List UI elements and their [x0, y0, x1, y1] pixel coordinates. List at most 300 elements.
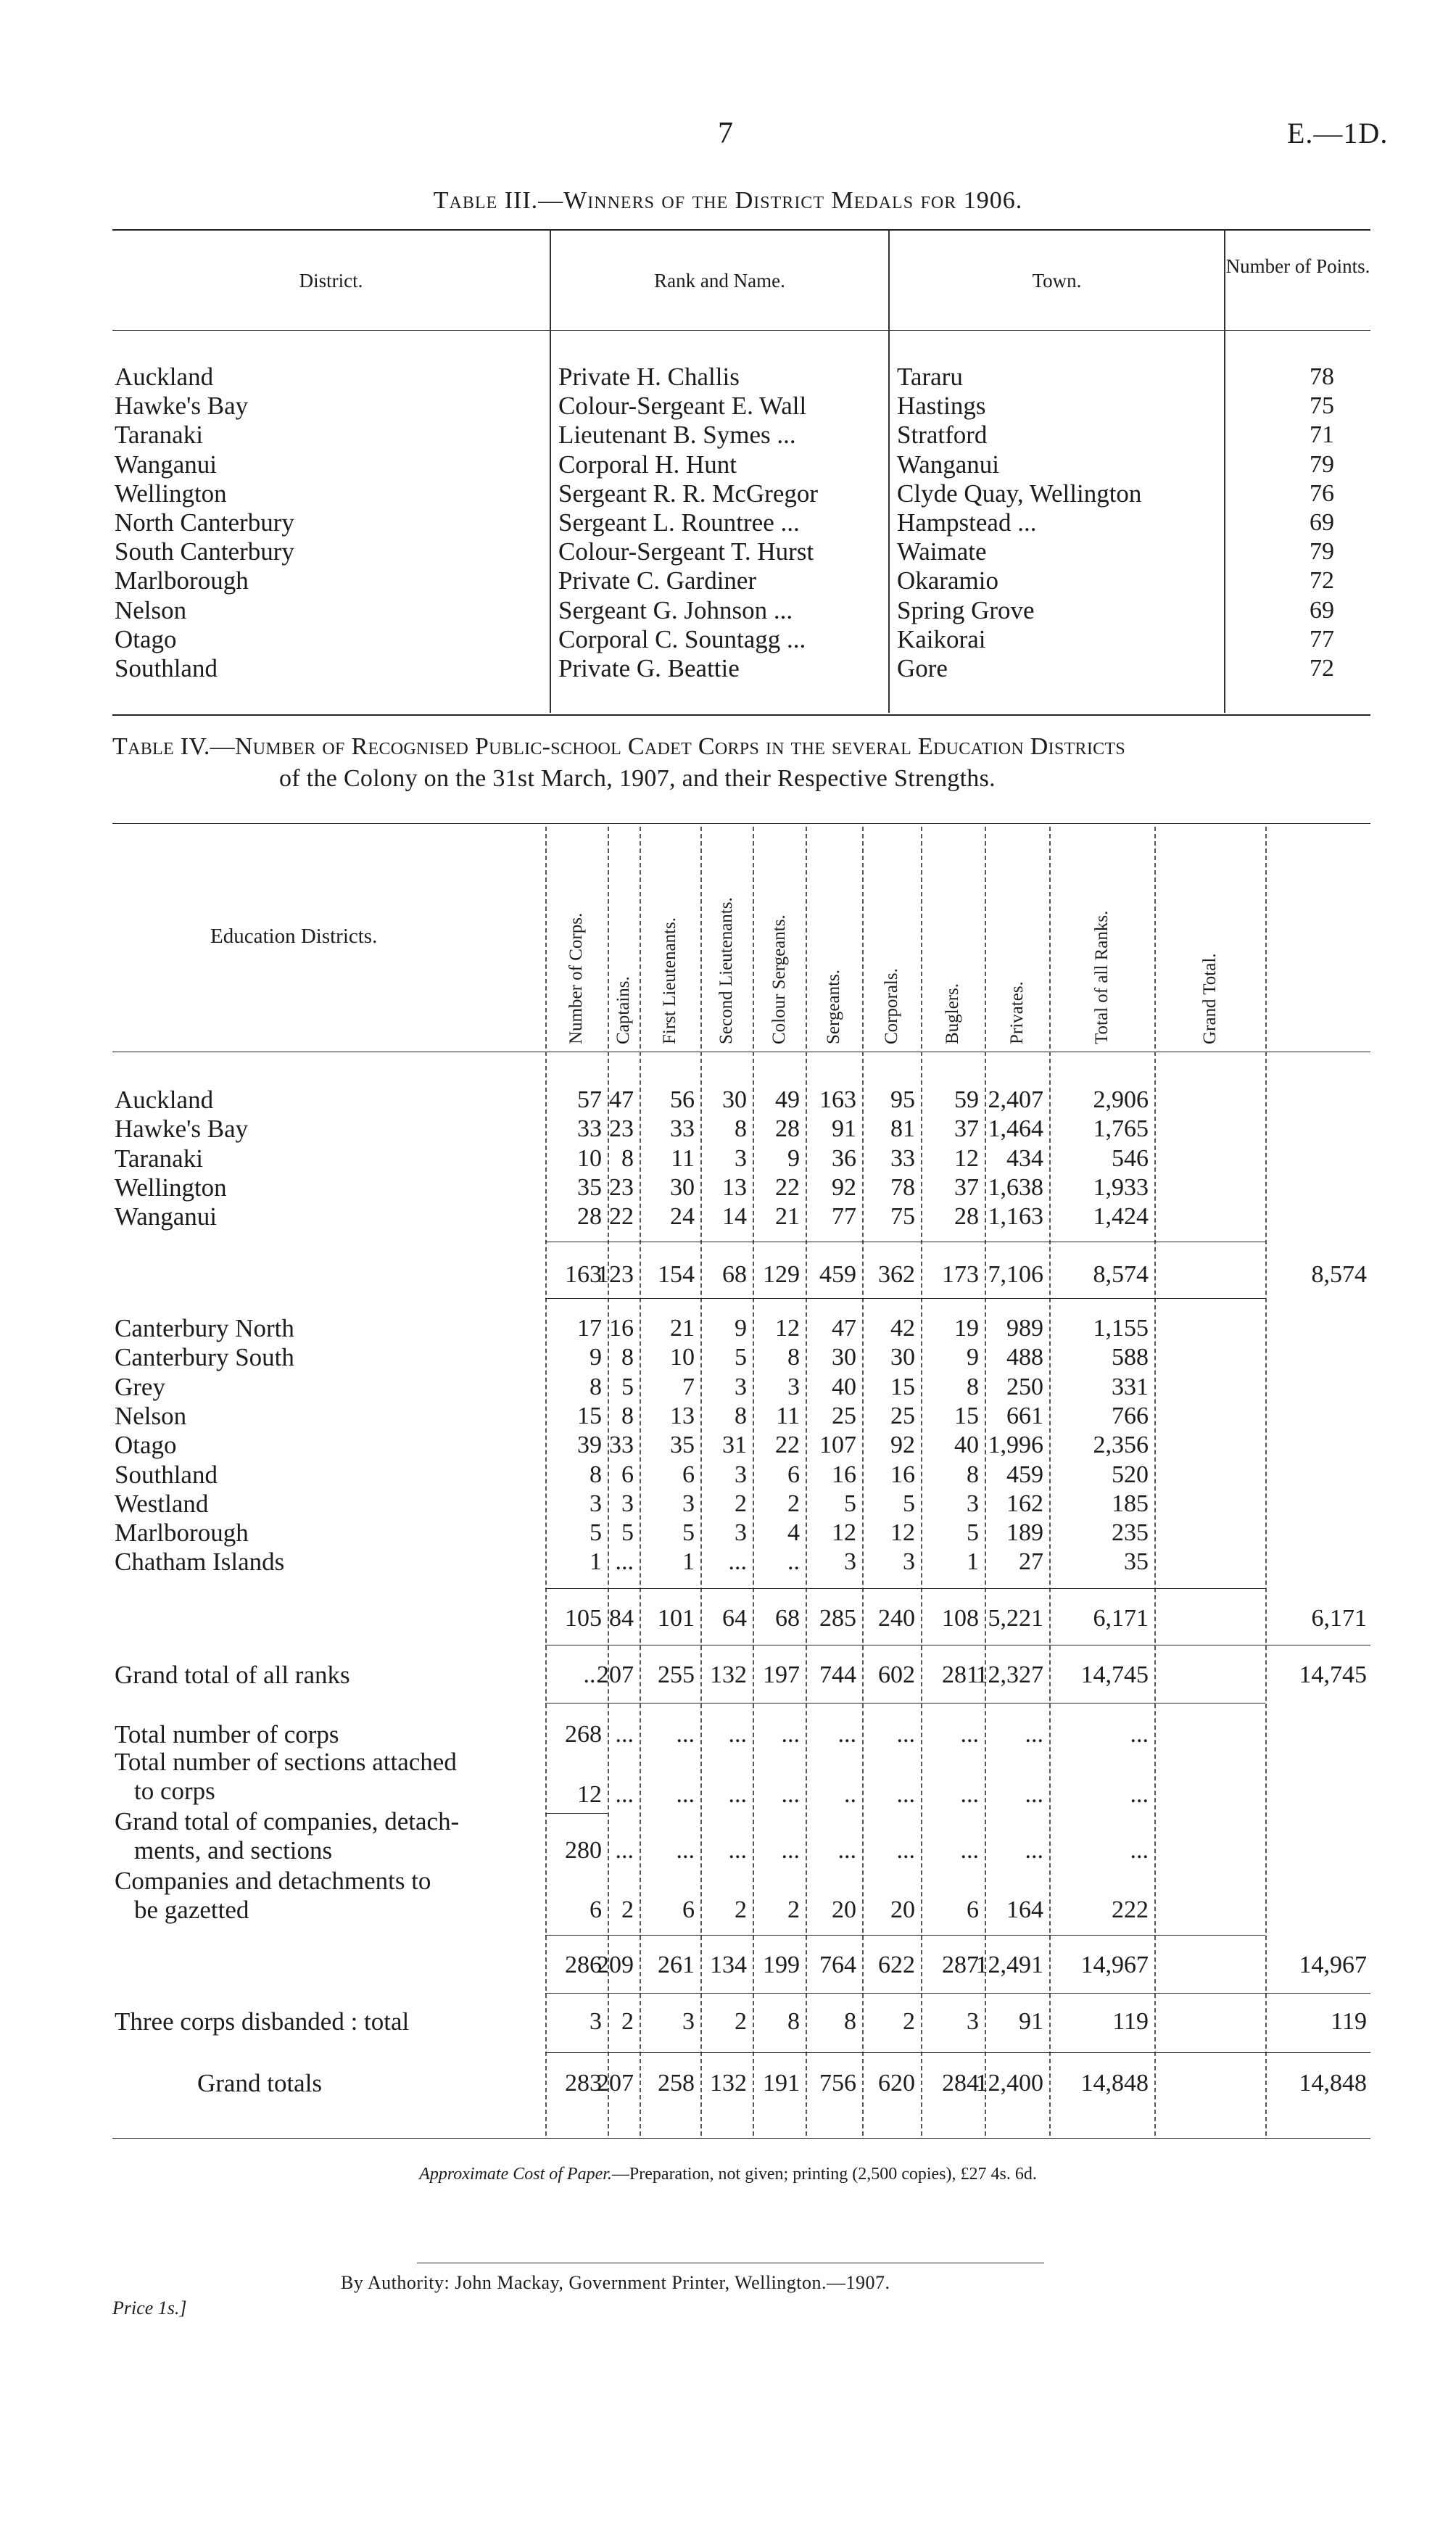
table4-row-cell: 25 [890, 1402, 915, 1429]
table4-row-cell: 1,163 [988, 1203, 1043, 1231]
table4-row-cell: 2 [735, 1490, 747, 1517]
table4-misc-cell: 20 [832, 1896, 856, 1923]
table3-points: 77 [1310, 625, 1334, 653]
table4-row-cell: 107 [819, 1432, 856, 1459]
table4-misc-cell: ... [728, 1721, 747, 1748]
table4-misc-cell: ... [676, 1781, 695, 1808]
table4-misc-cell: ... [837, 1837, 856, 1864]
table4-col-header: Captains. [613, 976, 633, 1044]
table4-grand-totals-cell: 258 [658, 2070, 695, 2097]
table4-district: Nelson [115, 1401, 187, 1430]
table4-row-cell: 1,424 [1093, 1203, 1149, 1231]
table4-row-cell: 3 [844, 1548, 856, 1576]
table4-row-cell: 9 [787, 1144, 800, 1172]
table3-header-district: District. [299, 270, 363, 292]
table4-misc-cell: 2 [621, 1896, 634, 1923]
table4-subtotal-cell: 134 [710, 1952, 747, 1978]
table4-row-cell: 8 [967, 1373, 979, 1400]
table4-col-header: Total of all Ranks. [1091, 910, 1112, 1044]
table4-row-cell: 9 [735, 1315, 747, 1342]
table4-district: Westland [115, 1489, 209, 1518]
table4-row-cell: 3 [787, 1373, 800, 1400]
table4-disbanded-cell: 2 [621, 2008, 634, 2035]
table4-row-cell: 4 [787, 1519, 800, 1547]
table4-row-cell: 163 [819, 1086, 856, 1113]
table4-row-cell: 8 [735, 1115, 747, 1143]
table4-misc-cell: ... [676, 1837, 695, 1864]
table4-misc-cell: ... [960, 1837, 979, 1864]
table4-group1-total-cell: 154 [658, 1261, 695, 1288]
table4-row-cell: 21 [670, 1315, 695, 1342]
price: Price 1s.] [112, 2297, 187, 2318]
table3-district: Nelson [115, 595, 187, 624]
table4-row-cell: 27 [1019, 1548, 1043, 1576]
table3-title: Table III.—Winners of the District Medals for 1906. [433, 187, 1023, 214]
table4-row-cell: 1 [967, 1548, 979, 1576]
table4-grand-totals-cell: 620 [878, 2070, 915, 2097]
table3-district: Otago [115, 624, 177, 653]
table4-row-cell: 31 [722, 1432, 747, 1459]
table4-row-cell: 16 [609, 1315, 634, 1342]
table4-grand-totals-cell: 191 [763, 2070, 800, 2097]
table4-row-cell: 19 [954, 1315, 979, 1342]
table4-row-cell: 35 [670, 1432, 695, 1459]
table4-grand-totals-cell: 284 [942, 2070, 979, 2097]
table4-row-cell: 36 [832, 1144, 856, 1172]
table3-rank-name: Private C. Gardiner [558, 566, 757, 595]
table4-bottom-rule [112, 2138, 1370, 2139]
table4-group2-total-cell: 240 [878, 1605, 915, 1632]
table4-row-cell: 39 [577, 1432, 602, 1459]
table4-row-cell: 459 [1006, 1461, 1043, 1488]
table4-disbanded-cell: 8 [787, 2008, 800, 2035]
table4-subtotal-cell: 622 [878, 1952, 915, 1978]
table4-row-cell: 331 [1112, 1373, 1149, 1400]
table4-district: Canterbury South [115, 1343, 294, 1372]
table3-town: Spring Grove [897, 595, 1035, 624]
table4-row-cell: 42 [890, 1315, 915, 1342]
table4-row-cell: 2,407 [988, 1086, 1043, 1113]
table4-row-cell: ... [615, 1548, 634, 1576]
table3-district: Auckland [115, 363, 214, 391]
table4-row-cell: 189 [1006, 1519, 1043, 1547]
printer-authority: By Authority: John Mackay, Government Printer, Wellington.—1907. [341, 2272, 890, 2293]
table4-group1-total-cell: 123 [597, 1261, 634, 1288]
table4-row-cell: 989 [1006, 1315, 1043, 1342]
table4-disbanded-cell: 3 [967, 2008, 979, 2035]
table4-row-cell: 8 [621, 1144, 634, 1172]
table4-row-cell: 25 [832, 1402, 856, 1429]
table4-group1-total-cell: 8,574 [1093, 1261, 1149, 1288]
table4-row-cell: 15 [890, 1373, 915, 1400]
table4-row-cell: 37 [954, 1115, 979, 1143]
table4-title-line1: Table IV.—Number of Recognised Public-school Cadet Corps in the several Education Districts [112, 733, 1126, 760]
table4-misc-label: Total number of corps [115, 1720, 339, 1748]
table4-grand-all-cell: ... [583, 1661, 602, 1688]
table4-group2-total-grand: 6,171 [1311, 1605, 1367, 1632]
table4-vline [1154, 827, 1156, 2136]
table4-grand-all-cell: 14,745 [1080, 1661, 1149, 1688]
table4-grand-totals-cell: 132 [710, 2070, 747, 2097]
table4-row-cell: 16 [890, 1461, 915, 1488]
table3-town: Okaramio [897, 566, 998, 595]
table4-row-cell: 14 [722, 1203, 747, 1231]
table4-district: Taranaki [115, 1144, 203, 1173]
table4-misc-cell: .. [844, 1781, 856, 1808]
table3-town: Clyde Quay, Wellington [897, 479, 1142, 508]
table4-row-cell: 33 [577, 1115, 602, 1143]
table4-row-cell: 28 [577, 1203, 602, 1231]
table4-grand-all-cell: 132 [710, 1661, 747, 1688]
table4-row-cell: 5 [682, 1519, 695, 1547]
table4-row-cell: 661 [1006, 1402, 1043, 1429]
table3-rank-name: Private H. Challis [558, 363, 740, 391]
table4-row-cell: 1 [590, 1548, 602, 1576]
table4-grand-all-grand: 14,745 [1299, 1661, 1367, 1688]
table4-subtotal-cell: 209 [597, 1952, 634, 1978]
table4-misc-cell: 268 [565, 1721, 602, 1748]
table4-row-cell: 5 [621, 1519, 634, 1547]
table4-district: Southland [115, 1460, 218, 1489]
table3-rank-name: Corporal H. Hunt [558, 450, 737, 479]
table4-row-cell: 10 [670, 1344, 695, 1371]
table4-row-cell: 1,765 [1093, 1115, 1149, 1143]
table4-misc-cell: ... [1130, 1721, 1149, 1748]
table4-misc-cell: 6 [590, 1896, 602, 1923]
table4-row-cell: 1,155 [1093, 1315, 1149, 1342]
table4-row-cell: 2,906 [1093, 1086, 1149, 1113]
table4-misc-cell: ... [1130, 1837, 1149, 1864]
table4-title-line2: of the Colony on the 31st March, 1907, and their Respective Strengths. [279, 765, 996, 792]
table3-points: 75 [1310, 392, 1334, 420]
table4-row-cell: 30 [890, 1344, 915, 1371]
table3-rank-name: Sergeant G. Johnson ... [558, 595, 793, 624]
table4-row-cell: ... [728, 1548, 747, 1576]
table3-rank-name: Colour-Sergeant T. Hurst [558, 537, 814, 566]
table4-misc-cell: 20 [890, 1896, 915, 1923]
table4-row-cell: 5 [590, 1519, 602, 1547]
table3-rank-name: Lieutenant B. Symes ... [558, 421, 796, 450]
table3-rank-name: Corporal C. Sountagg ... [558, 624, 806, 653]
table4-row-cell: 12 [954, 1144, 979, 1172]
table4-misc-cell: ... [676, 1721, 695, 1748]
table4-district: Canterbury North [115, 1314, 294, 1342]
table3-header-town: Town. [1032, 270, 1082, 292]
table4-row-cell: 3 [735, 1373, 747, 1400]
table4-misc-cell: ... [1025, 1781, 1043, 1808]
table4-row-cell: 6 [621, 1461, 634, 1488]
table4-row-cell: 15 [577, 1402, 602, 1429]
table4-row-cell: 33 [890, 1144, 915, 1172]
table4-subtotal-cell: 14,967 [1080, 1952, 1149, 1978]
table4-grand-all-cell: 12,327 [975, 1661, 1043, 1688]
table4-row-cell: 434 [1006, 1144, 1043, 1172]
table4-row-cell: 33 [609, 1432, 634, 1459]
table3-vline-1 [550, 231, 551, 713]
table4-grand-totals-cell: 14,848 [1080, 2070, 1149, 2097]
table4-group1-total-grand: 8,574 [1311, 1261, 1367, 1288]
table4-grand-all-cell: 744 [819, 1661, 856, 1688]
table3-header-rule [112, 330, 1370, 331]
table4-col-header: Grand Total. [1199, 953, 1220, 1044]
table4-row-cell: .. [787, 1548, 800, 1576]
table4-grand-all-cell: 281 [942, 1661, 979, 1688]
table4-row-cell: 520 [1112, 1461, 1149, 1488]
table4-misc-cell: 164 [1006, 1896, 1043, 1923]
table4-row-cell: 5 [621, 1373, 634, 1400]
table4-row-cell: 47 [832, 1315, 856, 1342]
table4-row-cell: 3 [903, 1548, 915, 1576]
table3-district: North Canterbury [115, 508, 294, 537]
table4-misc-label: ments, and sections [134, 1836, 333, 1864]
table4-row-cell: 3 [735, 1144, 747, 1172]
table3-district: Taranaki [115, 421, 203, 450]
cost-note [0, 2165, 1456, 2184]
table4-row-cell: 2 [787, 1490, 800, 1517]
table4-misc-cell: ... [728, 1837, 747, 1864]
table3-district: Hawke's Bay [115, 392, 249, 421]
table4-row-cell: 11 [671, 1144, 695, 1172]
table4-subtotal-cell: 12,491 [975, 1952, 1043, 1978]
table4-row-cell: 3 [967, 1490, 979, 1517]
table4-misc-cell: ... [960, 1781, 979, 1808]
table4-row-cell: 6 [787, 1461, 800, 1488]
table4-row-cell: 35 [1124, 1548, 1149, 1576]
table4-group2-total-cell: 5,221 [988, 1605, 1043, 1632]
table4-row-cell: 7 [682, 1373, 695, 1400]
table4-group2-total-cell: 105 [565, 1605, 602, 1632]
table4-misc-cell: 6 [967, 1896, 979, 1923]
table4-col-header: Buglers. [943, 983, 962, 1044]
table4-group1-total-cell: 459 [819, 1261, 856, 1288]
table4-subtotal-rule [545, 1935, 1265, 1936]
table4-district: Wellington [115, 1173, 227, 1202]
table4-row-cell: 22 [775, 1432, 800, 1459]
table4-row-cell: 92 [832, 1173, 856, 1201]
table4-subtotal-grand: 14,967 [1299, 1952, 1367, 1978]
table3-rank-name: Colour-Sergeant E. Wall [558, 392, 807, 421]
table4-grand-totals-cell: 756 [819, 2070, 856, 2097]
table4-misc-label: be gazetted [134, 1896, 249, 1924]
table4-misc-label: Companies and detachments to [115, 1867, 431, 1895]
document-reference: E.—1D. [1287, 117, 1389, 149]
table4-row-cell: 1 [682, 1548, 695, 1576]
table4-misc-cell: ... [960, 1721, 979, 1748]
table4-vline [1049, 827, 1051, 2136]
table4-district: Auckland [115, 1086, 214, 1114]
table4-row-cell: 49 [775, 1086, 800, 1113]
table4-row-cell: 30 [670, 1173, 695, 1201]
table4-row-cell: 546 [1112, 1144, 1149, 1172]
table4-row-cell: 12 [890, 1519, 915, 1547]
table4-group1-total-cell: 7,106 [988, 1261, 1043, 1288]
table4-district: Hawke's Bay [115, 1115, 249, 1144]
table4-misc-cell: ... [615, 1781, 634, 1808]
table4-row-cell: 23 [609, 1173, 634, 1201]
table4-row-cell: 22 [609, 1203, 634, 1231]
table4-grand-totals-label: Grand totals [197, 2069, 323, 2097]
table4-row-cell: 488 [1006, 1344, 1043, 1371]
table4-misc-cell: ... [781, 1721, 800, 1748]
table4-col-header: Corporals. [881, 968, 901, 1044]
table3-points: 79 [1310, 538, 1334, 566]
table4-misc-cell: ... [615, 1721, 634, 1748]
table4-row-cell: 28 [775, 1115, 800, 1143]
table4-disbanded-cell: 91 [1019, 2008, 1043, 2035]
table4-row-cell: 30 [832, 1344, 856, 1371]
table4-group2-total-cell: 84 [609, 1605, 634, 1632]
table4-district: Wanganui [115, 1202, 218, 1231]
page-number: 7 [718, 117, 733, 150]
table4-row-cell: 9 [590, 1344, 602, 1371]
table4-subtotal-rule [545, 1298, 1265, 1299]
table4-misc-cell: ... [1025, 1721, 1043, 1748]
table3-town: Hampstead ... [897, 508, 1037, 537]
table4-row-cell: 8 [621, 1344, 634, 1371]
table4-misc-cell: 280 [565, 1837, 602, 1864]
table4-row-cell: 9 [967, 1344, 979, 1371]
table4-row-cell: 162 [1006, 1490, 1043, 1517]
table4-row-cell: 47 [609, 1086, 634, 1113]
table4-row-cell: 250 [1006, 1373, 1043, 1400]
table4-row-cell: 78 [890, 1173, 915, 1201]
table4-row-cell: 1,933 [1093, 1173, 1149, 1201]
table4-row-cell: 95 [890, 1086, 915, 1113]
table4-row-cell: 12 [775, 1315, 800, 1342]
table4-grand-totals-cell: 207 [597, 2070, 634, 2097]
table4-grand-all-cell: 602 [878, 1661, 915, 1688]
table4-row-cell: 8 [967, 1461, 979, 1488]
table4-grand-all-cell: 207 [597, 1661, 634, 1688]
table4-group1-total-cell: 163 [565, 1261, 602, 1288]
table4-row-cell: 77 [832, 1203, 856, 1231]
table4-row-cell: 3 [682, 1490, 695, 1517]
table4-group1-total-cell: 173 [942, 1261, 979, 1288]
table4-group2-total-cell: 64 [722, 1605, 747, 1632]
table4-row-cell: 91 [832, 1115, 856, 1143]
table3-town: Tararu [897, 363, 963, 391]
table4-row-cell: 40 [954, 1432, 979, 1459]
table4-row-cell: 10 [577, 1144, 602, 1172]
table3-rank-name: Private G. Beattie [558, 654, 740, 682]
table4-row-cell: 57 [577, 1086, 602, 1113]
table4-row-cell: 24 [670, 1203, 695, 1231]
table4-total-rule [545, 2052, 1370, 2053]
table4-district: Chatham Islands [115, 1548, 285, 1577]
table4-row-cell: 92 [890, 1432, 915, 1459]
table4-group1-total-cell: 362 [878, 1261, 915, 1288]
table3-header-points: Number of Points. [1225, 255, 1370, 277]
table3-points: 76 [1310, 479, 1334, 507]
table4-vline [1265, 827, 1267, 2136]
table4-grand-all-cell: 255 [658, 1661, 695, 1688]
table4-group2-total-cell: 101 [658, 1605, 695, 1632]
table4-row-cell: 766 [1112, 1402, 1149, 1429]
table4-group2-total-cell: 285 [819, 1605, 856, 1632]
table4-group1-total-cell: 68 [722, 1261, 747, 1288]
table4-misc-cell: ... [781, 1781, 800, 1808]
table3-district: South Canterbury [115, 537, 294, 566]
table4-disbanded-cell: 3 [682, 2008, 695, 2035]
table4-row-cell: 40 [832, 1373, 856, 1400]
table4-row-cell: 59 [954, 1086, 979, 1113]
table3-town: Kaikorai [897, 624, 986, 653]
table4-subtotal-cell: 261 [658, 1952, 695, 1978]
table3-points: 69 [1310, 596, 1334, 624]
table4-top-rule [112, 823, 1370, 824]
table4-disbanded-cell: 2 [735, 2008, 747, 2035]
table4-row-cell: 8 [590, 1373, 602, 1400]
table4-group2-total-cell: 6,171 [1093, 1605, 1149, 1632]
table3-district: Wellington [115, 479, 227, 508]
table4-row-cell: 3 [735, 1519, 747, 1547]
table3-points: 78 [1310, 363, 1334, 390]
table4-total-rule [545, 1993, 1370, 1994]
table4-row-cell: 3 [621, 1490, 634, 1517]
table3-points: 79 [1310, 450, 1334, 478]
table4-misc-cell: ... [1025, 1837, 1043, 1864]
table4-district: Otago [115, 1431, 177, 1460]
table4-row-cell: 21 [775, 1203, 800, 1231]
table4-disbanded-cell: 3 [590, 2008, 602, 2035]
table4-row-cell: 588 [1112, 1344, 1149, 1371]
table4-row-cell: 13 [722, 1173, 747, 1201]
table4-row-cell: 1,996 [988, 1432, 1043, 1459]
table4-row-cell: 30 [722, 1086, 747, 1113]
table4-row-cell: 15 [954, 1402, 979, 1429]
table4-grand-totals-cell: 283 [565, 2070, 602, 2097]
table4-row-cell: 81 [890, 1115, 915, 1143]
table4-row-cell: 75 [890, 1203, 915, 1231]
table4-misc-cell: 6 [682, 1896, 695, 1923]
table4-misc-cell: ... [1130, 1781, 1149, 1808]
table4-row-cell: 8 [735, 1402, 747, 1429]
table4-row-cell: 23 [609, 1115, 634, 1143]
table4-row-cell: 12 [832, 1519, 856, 1547]
table4-row-cell: 3 [590, 1490, 602, 1517]
table4-misc-label: to corps [134, 1777, 215, 1805]
table4-col-header: First Lieutenants. [660, 917, 679, 1044]
table4-row-cell: 35 [577, 1173, 602, 1201]
table4-misc-cell: 2 [787, 1896, 800, 1923]
table4-row-cell: 16 [832, 1461, 856, 1488]
table4-row-cell: 2,356 [1093, 1432, 1149, 1459]
table4-subtotal-cell: 286 [565, 1952, 602, 1978]
table4-subtotal-rule [545, 1588, 1265, 1589]
table4-subtotal-cell: 199 [763, 1952, 800, 1978]
table3-points: 69 [1310, 509, 1334, 536]
table3-town: Gore [897, 654, 948, 682]
table4-row-cell: 13 [670, 1402, 695, 1429]
table4-disbanded-label: Three corps disbanded : total [115, 2007, 410, 2036]
table3-district: Southland [115, 654, 218, 682]
table4-grand-all-label: Grand total of all ranks [115, 1661, 350, 1689]
table4-row-cell: 3 [735, 1461, 747, 1488]
table4-misc-cell: ... [896, 1837, 915, 1864]
table3-points: 71 [1310, 421, 1334, 449]
table4-row-cell: 28 [954, 1203, 979, 1231]
table4-disbanded-cell: 2 [903, 2008, 915, 2035]
table4-misc-cell: ... [896, 1781, 915, 1808]
table4-subtotal-cell: 287 [942, 1952, 979, 1978]
table4-misc-label: Total number of sections attached [115, 1748, 457, 1776]
table4-row-cell: 8 [590, 1461, 602, 1488]
table4-row-cell: 5 [844, 1490, 856, 1517]
table4-row-cell: 8 [787, 1344, 800, 1371]
table4-row-cell: 56 [670, 1086, 695, 1113]
table3-points: 72 [1310, 567, 1334, 595]
table4-row-cell: 185 [1112, 1490, 1149, 1517]
